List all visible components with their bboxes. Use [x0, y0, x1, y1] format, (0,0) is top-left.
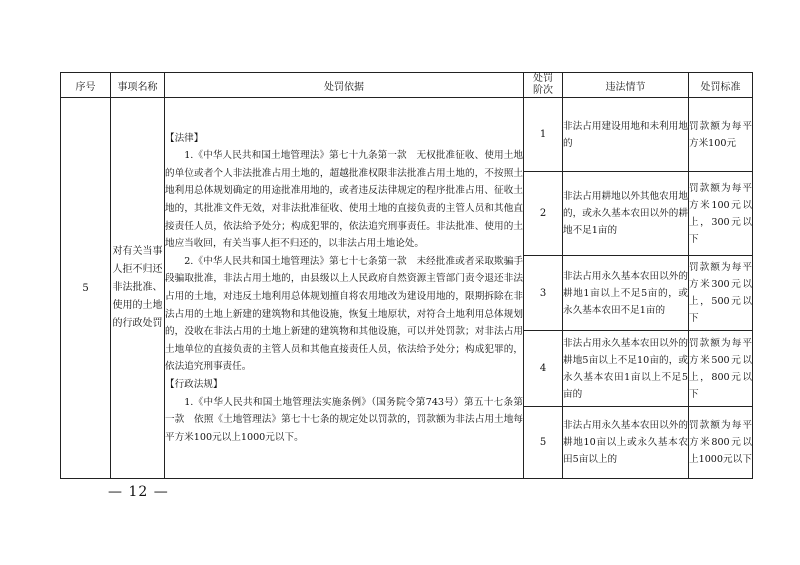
regulation-paragraph-1: 1.《中华人民共和国土地管理法实施条例》（国务院令第743号）第五十七条第一款 依照《土地管理法》第七十七条的规定处以罚款的，罚款额为非法占用土地每平方米100元以上1000元以下。 [165, 396, 523, 443]
stage-cell: 4 [524, 331, 563, 407]
stage-cell: 2 [524, 172, 563, 256]
header-standard: 处罚标准 [689, 73, 753, 98]
header-seq: 序号 [61, 73, 111, 98]
law-paragraph-2: 2.《中华人民共和国土地管理法》第七十七条第一款 未经批准或者采取欺骗手段骗取批准，非法占用土地的，由县级以上人民政府自然资源主管部门责令退还非法占用的土地，对违反土地利用总体规划擅自将农用地改为建设用地的，限期拆除在非法占用的土地上新建的建筑物和其他设施，恢复土地原状，对符合土地利用总体规划的，没收在非法占用的土地上新建的建筑物和其他设施，可以并处罚款；对非法占用土地单位的直接负责的主管人员和其他直接责任人员，依法给予处分；构成犯罪的，依法追究刑事责任。 [165, 255, 523, 373]
table-row [61, 98, 753, 172]
row-item-name: 对有关当事人拒不归还非法批准、使用的土地的行政处罚 [111, 98, 165, 479]
header-violation: 违法情节 [563, 73, 689, 98]
violation-cell: 非法占用永久基本农田以外的耕地5亩以上不足10亩的，或永久基本农田1亩以上不足5亩的 [563, 331, 689, 407]
standard-cell: 罚款额为每平方米500元以上，800元以下 [689, 331, 753, 407]
row-seq: 5 [61, 98, 111, 479]
penalty-table [60, 72, 753, 479]
stage-cell: 1 [524, 98, 563, 172]
row-basis [165, 98, 524, 479]
page-number: — 12 — [108, 484, 169, 500]
header-stage: 处罚 阶次 [524, 73, 563, 98]
violation-cell: 非法占用永久基本农田以外的耕地10亩以上或永久基本农田5亩以上的 [563, 407, 689, 479]
header-item-name: 事项名称 [111, 73, 165, 98]
violation-cell: 非法占用耕地以外其他农用地的，或永久基本农田以外的耕地不足1亩的 [563, 172, 689, 256]
regulation-heading: 【行政法规】 [165, 378, 223, 390]
standard-cell: 罚款额为每平方米100元以上，300元以下 [689, 172, 753, 256]
standard-cell: 罚款额为每平方米100元 [689, 98, 753, 172]
standard-cell: 罚款额为每平方米300元以上，500元以下 [689, 256, 753, 331]
violation-cell: 非法占用永久基本农田以外的耕地1亩以上不足5亩的，或永久基本农田不足1亩的 [563, 256, 689, 331]
header-row [61, 73, 753, 98]
law-paragraph-1: 1.《中华人民共和国土地管理法》第七十九条第一款 无权批准征收、使用土地的单位或者个人非法批准占用土地的，超越批准权限非法批准占用土地的，不按照土地利用总体规划确定的用途批准用地的，或者违反法律规定的程序批准占用、征收土地的，其批准文件无效，对非法批准征收、使用土地的直接负责的主管人员和其他直接责任人员，依法给予处分；构成犯罪的，依法追究刑事责任。非法批准、使用的土地应当收回，有关当事人拒不归还的，以非法占用土地论处。 [165, 150, 523, 250]
violation-cell: 非法占用建设用地和未利用地的 [563, 98, 689, 172]
stage-cell: 3 [524, 256, 563, 331]
header-basis: 处罚依据 [165, 73, 524, 98]
law-heading: 【法律】 [165, 132, 204, 144]
standard-cell: 罚款额为每平方米800元以上1000元以下 [689, 407, 753, 479]
stage-cell: 5 [524, 407, 563, 479]
